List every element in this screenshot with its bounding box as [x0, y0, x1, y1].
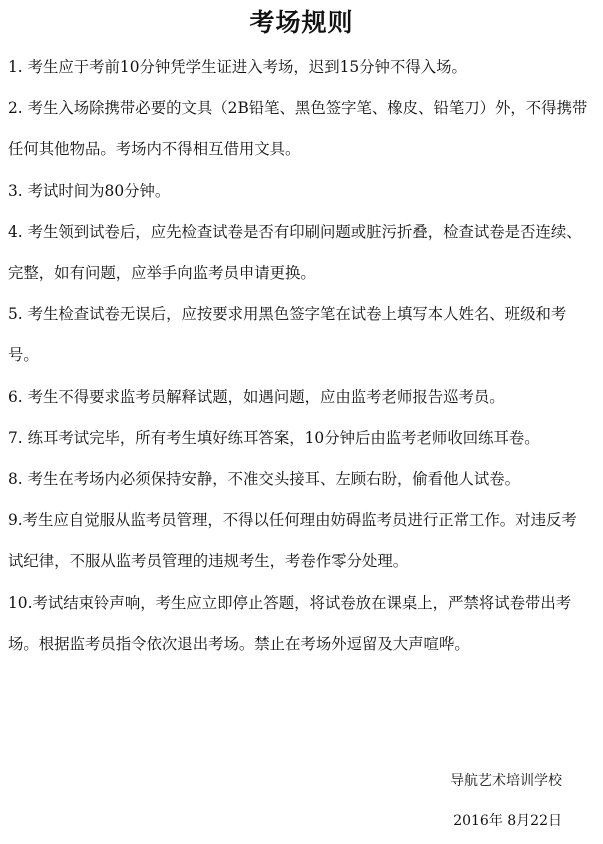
rule-item: 7. 练耳考试完毕，所有考生填好练耳答案，10分钟后由监考老师收回练耳卷。 — [8, 428, 540, 447]
rule-item: 9.考生应自觉服从监考员管理，不得以任何理由妨碍监考员进行正常工作。对违反考试纪律，不服从监考员管理的违规考生，考卷作零分处理。 — [8, 511, 577, 571]
rule-item: 6. 考生不得要求监考员解释试题，如遇问题，应由监考老师报告巡考员。 — [8, 387, 505, 406]
rule-item: 10.考试结束铃声响，考生应立即停止答题，将试卷放在课桌上，严禁将试卷带出考场。根据监考员指令依次退出考场。禁止在考场外逗留及大声喧哗。 — [8, 593, 572, 653]
rule-item: 1. 考生应于考前10分钟凭学生证进入考场，迟到15分钟不得入场。 — [8, 58, 467, 76]
school-name: 导航艺术培训学校 — [450, 773, 562, 789]
rule-item: 5. 考生检查试卷无误后，应按要求用黑色签字笔在试卷上填写本人姓名、班级和考号。 — [8, 305, 567, 365]
document-date: 2016年 8月22日 — [453, 813, 562, 829]
rule-item: 8. 考生在考场内必须保持安静，不准交头接耳、左顾右盼，偷看他人试卷。 — [8, 470, 521, 489]
rule-item: 2. 考生入场除携带必要的文具（2B铅笔、黑色签字笔、橡皮、铅笔刀）外，不得携带任何其他物品。考场内不得相互借用文具。 — [8, 99, 588, 159]
rules-list — [8, 47, 588, 665]
rule-item: 4. 考生领到试卷后，应先检查试卷是否有印刷问题或脏污折叠，检查试卷是否连续、完整，如有问题，应举手向监考员申请更换。 — [8, 222, 582, 283]
rule-item: 3. 考试时间为80分钟。 — [8, 181, 171, 200]
document-title: 考场规则 — [249, 8, 354, 37]
